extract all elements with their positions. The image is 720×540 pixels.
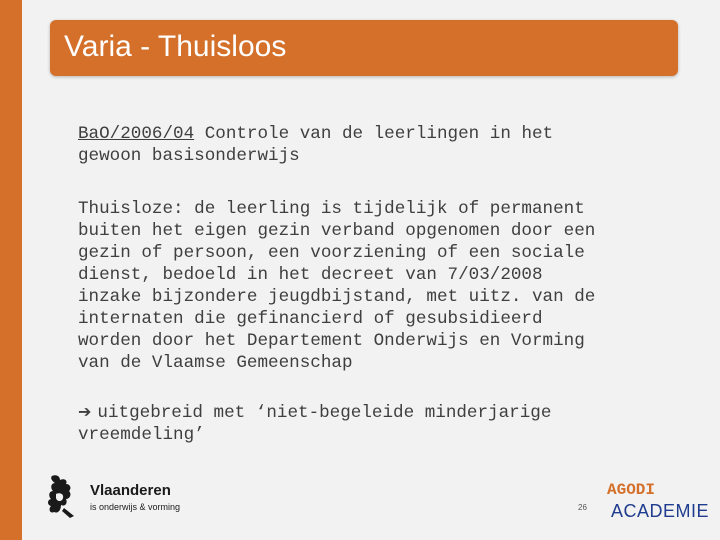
- flemish-lion-icon: [44, 472, 78, 520]
- page-number: 26: [578, 503, 587, 512]
- academie-label: ACADEMIE: [611, 501, 710, 521]
- extension-paragraph: [78, 401, 688, 446]
- agodi-label: AGODI: [607, 481, 656, 499]
- reference-paragraph: [78, 123, 688, 167]
- arrow-right-icon: ➔: [78, 402, 92, 421]
- reference-description: Controle van de leerlingen in het gewoon basisonderwijs: [78, 124, 554, 166]
- vlaanderen-logo: [44, 472, 234, 524]
- definition-paragraph: Thuisloze: de leerling is tijdelijk of permanent buiten het eigen gezin verband opgenomen door een gezin of persoon, een voorziening of een sociale dienst, bedoeld in het decreet van 7/03/2008 inzake bijzondere jeugdbijstand, met uitz. van de internaten die gefinancierd of gesubsidieerd worden door het Departement Onderwijs en Vorming van de Vlaamse Gemeenschap: [78, 199, 596, 373]
- left-accent-bar: [0, 0, 22, 540]
- title-bar: [50, 20, 678, 76]
- slide-title: Varia - Thuisloos: [64, 30, 287, 63]
- reference-code: BaO/2006/04: [78, 124, 195, 144]
- logo-subtitle: is onderwijs & vorming: [90, 502, 181, 512]
- extension-text: uitgebreid met ‘niet-begeleide minderjarige vreemdeling’: [78, 403, 552, 445]
- logo-name: Vlaanderen: [90, 482, 171, 499]
